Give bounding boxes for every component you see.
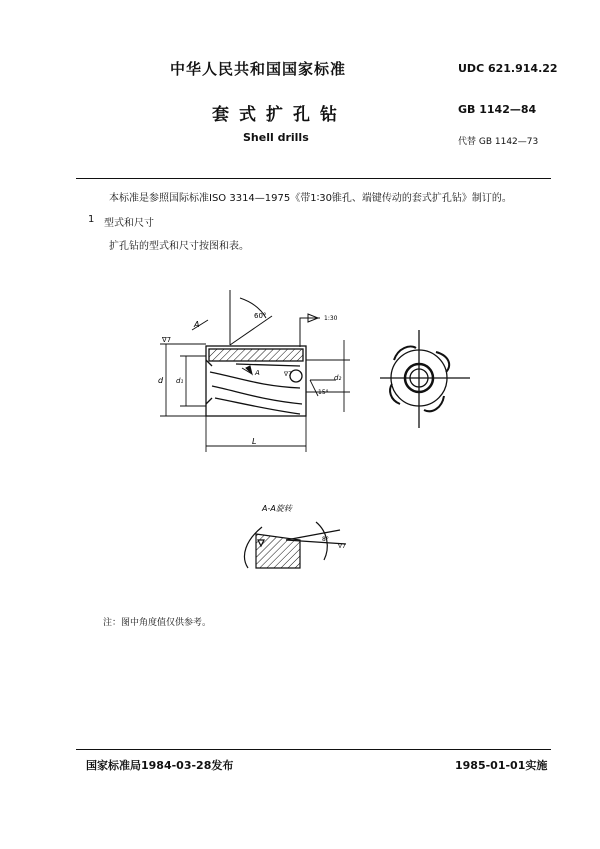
drill-end-view <box>380 330 470 428</box>
section-aa-view <box>244 522 346 568</box>
document-title-cn: 套式扩孔钻 <box>212 105 347 125</box>
document-title-en: Shell drills <box>243 131 309 144</box>
intro-paragraph: 本标准是参照国际标准ISO 3314—1975《带1∶30锥孔、端键传动的套式扩孔钻》制订的。 <box>109 193 512 204</box>
drill-side-view <box>206 346 306 416</box>
angle-60-label: 60° <box>254 312 267 320</box>
section-title: 型式和尺寸 <box>104 218 154 229</box>
effective-date: 1985-01-01实施 <box>455 759 548 772</box>
section-text: 扩孔钻的型式和尺寸按图和表。 <box>109 241 249 252</box>
figure-note: 注：图中角度值仅供参考。 <box>103 618 212 628</box>
replaces-standard: 代替 GB 1142—73 <box>458 137 539 147</box>
dimension-L-label: L <box>252 437 257 446</box>
angle-15-label: 15° <box>318 389 329 396</box>
section-a-label-top: A <box>194 320 200 329</box>
taper-label: 1:30 <box>324 315 338 322</box>
dimension-d1-label: d₁ <box>176 377 184 385</box>
footer-divider <box>76 749 551 750</box>
section-a-label-mid: A <box>255 369 260 377</box>
dimension-d2-label: d₂ <box>334 374 342 382</box>
issuing-country-title: 中华人民共和国国家标准 <box>170 60 347 78</box>
dimension-d-label: d <box>158 376 164 385</box>
roughness-symbol-bore: ∇7 <box>284 371 292 378</box>
udc-code: UDC 621.914.22 <box>458 62 558 75</box>
section-caption: A-A旋转 <box>262 504 292 513</box>
taper-callout <box>300 314 320 347</box>
roughness-symbol-left: ∇7 <box>162 336 172 344</box>
standard-number: GB 1142—84 <box>458 103 537 116</box>
issue-date: 国家标准局1984-03-28发布 <box>86 759 234 772</box>
angle-8-label: 8° <box>322 536 329 543</box>
section-number: 1 <box>88 214 95 225</box>
roughness-symbol-section: ∇7 <box>338 543 346 550</box>
